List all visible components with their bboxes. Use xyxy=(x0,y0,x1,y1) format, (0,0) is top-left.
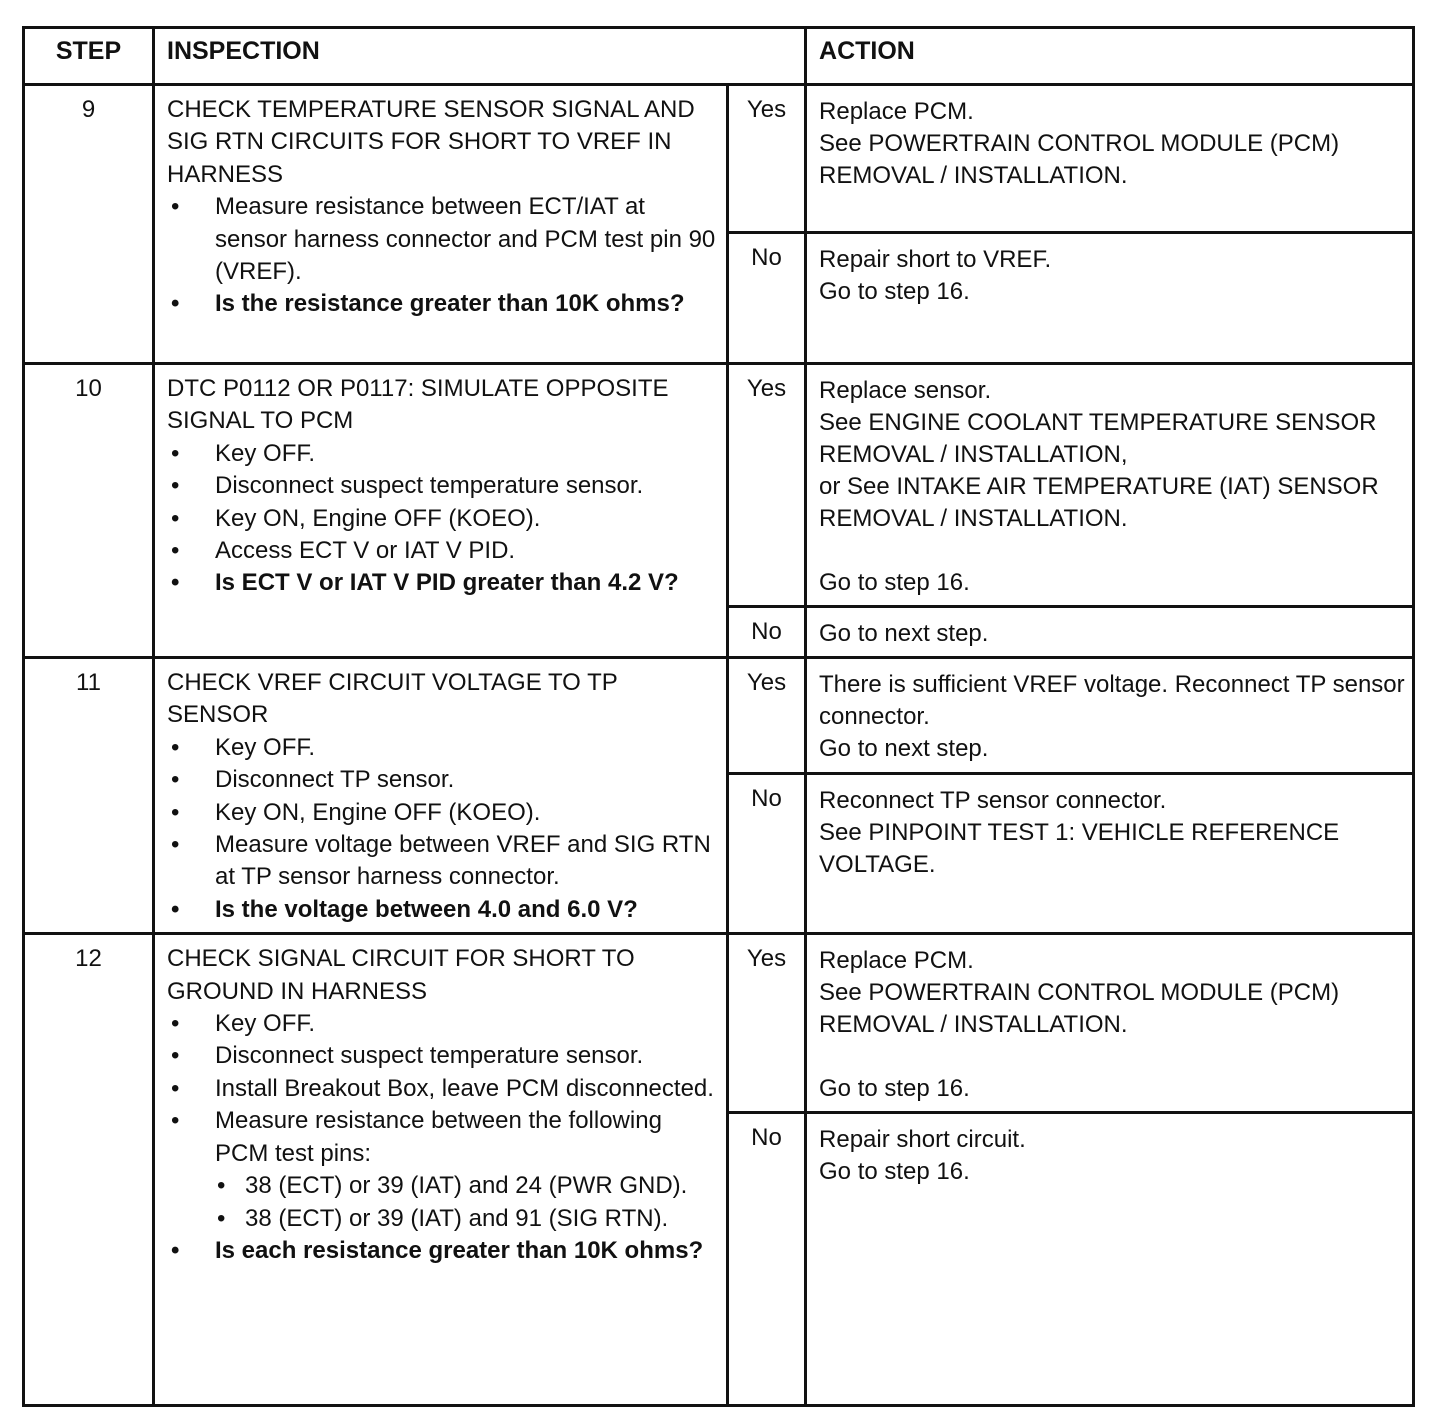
step-number: 9 xyxy=(24,85,154,364)
list-item: • Disconnect suspect temperature sensor. xyxy=(167,1040,716,1072)
action-line: See POWERTRAIN CONTROL MODULE (PCM) REMOVAL / INSTALLATION. xyxy=(819,979,1340,1039)
inspection-title: DTC P0112 OR P0117: SIMULATE OPPOSITE SIGNAL TO PCM xyxy=(167,375,669,435)
action-line: Go to step 16. xyxy=(819,1075,970,1103)
inspection-cell xyxy=(154,658,728,934)
no-action xyxy=(806,233,1414,364)
inspection-cell xyxy=(154,85,728,364)
action-line: or See INTAKE AIR TEMPERATURE (IAT) SENSOR REMOVAL / INSTALLATION. xyxy=(819,473,1379,532)
inspection-question: • Is the voltage between 4.0 and 6.0 V? xyxy=(167,894,716,926)
action-line: Repair short circuit. xyxy=(819,1126,1026,1154)
inspection-title: CHECK SIGNAL CIRCUIT FOR SHORT TO GROUND IN HARNESS xyxy=(167,945,635,1005)
diagnostic-table xyxy=(22,26,1415,1407)
no-action xyxy=(806,1113,1414,1406)
yes-label: Yes xyxy=(728,85,806,233)
no-label: No xyxy=(728,773,806,933)
sub-list-item: • 38 (ECT) or 39 (IAT) and 24 (PWR GND). xyxy=(215,1170,716,1202)
step-number: 11 xyxy=(24,658,154,934)
list-item: • Install Breakout Box, leave PCM disconnected. xyxy=(167,1073,716,1105)
action-header: ACTION xyxy=(806,28,1414,85)
no-action xyxy=(806,773,1414,933)
inspection-question: • Is the resistance greater than 10K ohms? xyxy=(167,288,716,320)
action-line: Go to next step. xyxy=(819,735,989,762)
list-item: • Disconnect TP sensor. xyxy=(167,764,716,796)
no-label: No xyxy=(728,233,806,364)
list-item xyxy=(167,1105,716,1235)
inspection-list xyxy=(167,191,716,321)
table-row xyxy=(24,364,1414,607)
inspection-question: • Is each resistance greater than 10K ohms? xyxy=(167,1235,716,1267)
list-item: • Key OFF. xyxy=(167,438,716,470)
no-action xyxy=(806,607,1414,658)
yes-action xyxy=(806,85,1414,233)
table-row xyxy=(24,85,1414,233)
list-item: • Measure voltage between VREF and SIG RTN at TP sensor harness connector. xyxy=(167,829,716,894)
inspection-header: INSPECTION xyxy=(154,28,806,85)
action-line: There is sufficient VREF voltage. Reconnect TP sensor connector. xyxy=(819,671,1405,730)
action-line: Go to step 16. xyxy=(819,278,970,305)
header-row xyxy=(24,28,1414,85)
action-line: Repair short to VREF. xyxy=(819,246,1052,273)
step-number: 10 xyxy=(24,364,154,658)
list-item: • Key OFF. xyxy=(167,732,716,764)
yes-label: Yes xyxy=(728,658,806,774)
yes-action xyxy=(806,934,1414,1113)
yes-action xyxy=(806,658,1414,774)
inspection-title: CHECK TEMPERATURE SENSOR SIGNAL AND SIG RTN CIRCUITS FOR SHORT TO VREF IN HARNESS xyxy=(167,96,695,188)
action-line: See POWERTRAIN CONTROL MODULE (PCM) REMOVAL / INSTALLATION. xyxy=(819,130,1340,189)
action-line: Go to step 16. xyxy=(819,1158,970,1186)
action-line: Replace PCM. xyxy=(819,98,974,125)
action-line: See PINPOINT TEST 1: VEHICLE REFERENCE VOLTAGE. xyxy=(819,818,1340,878)
inspection-list xyxy=(167,732,716,926)
list-item: • Measure resistance between ECT/IAT at sensor harness connector and PCM test pin 90 (VREF). xyxy=(167,191,716,288)
inspection-list xyxy=(167,1008,716,1267)
inspection-title: CHECK VREF CIRCUIT VOLTAGE TO TP SENSOR xyxy=(167,669,618,729)
list-item: • Key ON, Engine OFF (KOEO). xyxy=(167,503,716,535)
table-row xyxy=(24,658,1414,774)
list-item-text: Measure resistance between the following PCM test pins: xyxy=(215,1107,662,1167)
yes-label: Yes xyxy=(728,934,806,1113)
sub-list-item: • 38 (ECT) or 39 (IAT) and 91 (SIG RTN). xyxy=(215,1203,716,1235)
list-item: • Key OFF. xyxy=(167,1008,716,1040)
yes-label: Yes xyxy=(728,364,806,607)
inspection-question: • Is ECT V or IAT V PID greater than 4.2 V? xyxy=(167,567,716,599)
sub-list xyxy=(215,1170,716,1235)
inspection-cell xyxy=(154,934,728,1406)
no-label: No xyxy=(728,607,806,658)
action-line: See ENGINE COOLANT TEMPERATURE SENSOR REMOVAL / INSTALLATION, xyxy=(819,409,1377,468)
list-item: • Key ON, Engine OFF (KOEO). xyxy=(167,797,716,829)
list-item: • Disconnect suspect temperature sensor. xyxy=(167,470,716,502)
action-line: Go to next step. xyxy=(819,620,989,647)
list-item: • Access ECT V or IAT V PID. xyxy=(167,535,716,567)
no-label: No xyxy=(728,1113,806,1406)
action-line: Go to step 16. xyxy=(819,569,970,596)
action-line: Replace sensor. xyxy=(819,377,992,404)
action-line: Reconnect TP sensor connector. xyxy=(819,786,1167,814)
step-header: STEP xyxy=(24,28,154,85)
table-row xyxy=(24,934,1414,1113)
inspection-list xyxy=(167,438,716,600)
yes-action xyxy=(806,364,1414,607)
step-number: 12 xyxy=(24,934,154,1406)
action-line: Replace PCM. xyxy=(819,947,974,975)
inspection-cell xyxy=(154,364,728,658)
